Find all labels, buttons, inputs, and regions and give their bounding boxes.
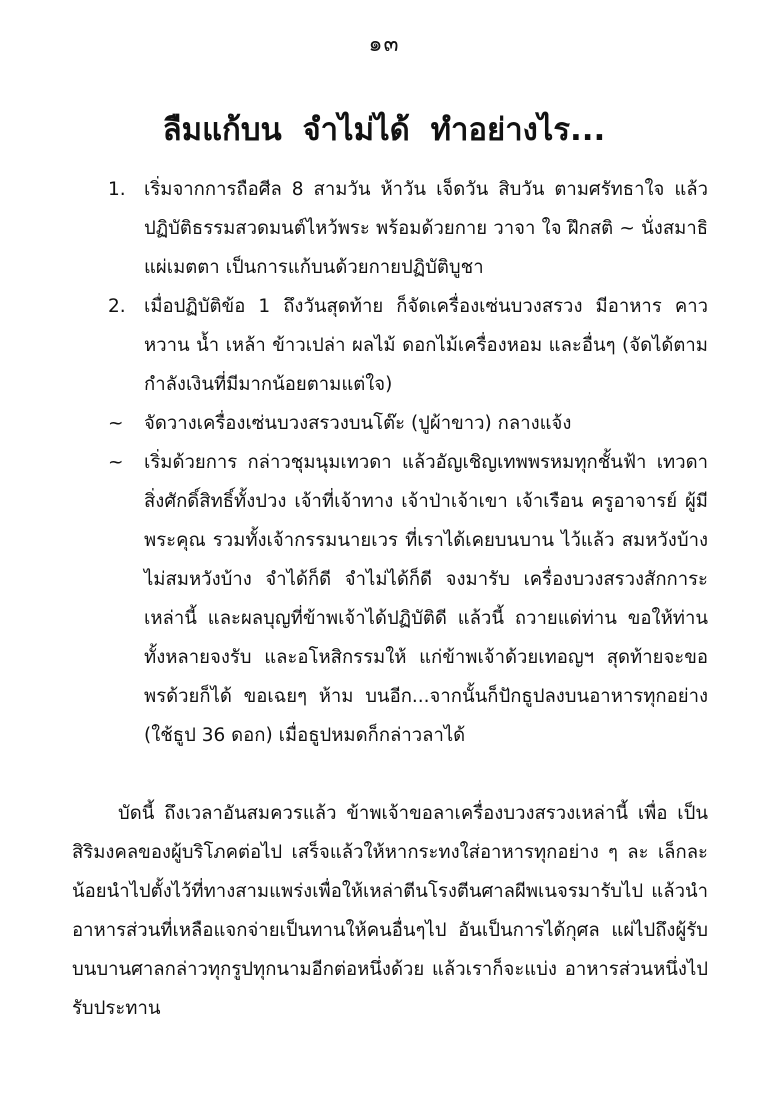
list-item-text: เมื่อปฏิบัติข้อ 1 ถึงวันสุดท้าย ก็จัดเครื่องเซ่นบวงสรวง มีอาหาร คาว หวาน น้ำ เหล้า ข้าวเปล่า ผลไม้ ดอกไม้เครื่องหอม และอื่นๆ (จัดได้ตามกำลังเงินที่มีมากน้อยตามแต่ใจ)	[144, 296, 708, 395]
list-item	[108, 443, 708, 755]
list-marker: ~	[108, 413, 124, 434]
instruction-list	[108, 170, 708, 755]
closing-paragraph: บัดนี้ ถึงเวลาอันสมควรแล้ว ข้าพเจ้าขอลาเครื่องบวงสรวงเหล่านี้ เพื่อ เป็นสิริมงคลของผู้บริโภคต่อไป เสร็จแล้วให้หากระทงใส่อาหารทุกอย่าง ๆ ละ เล็กละน้อยนำไปตั้งไว้ที่ทางสามแพร่งเพื่อให้เหล่าตีนโรงตีนศาลผีพเนจรมารับไป แล้วนำอาหารส่วนที่เหลือแจกจ่ายเป็นทานให้คนอื่นๆไป อันเป็นการได้กุศล แผ่ไปถึงผู้รับบนบานศาลกล่าวทุกรูปทุกนามอีกต่อหนึ่งด้วย แล้วเราก็จะแบ่ง อาหารส่วนหนึ่งไปรับประทาน	[72, 803, 708, 1019]
list-item-text: จัดวางเครื่องเซ่นบวงสรวงบนโต๊ะ (ปูผ้าขาว) กลางแจ้ง	[144, 413, 572, 434]
list-item	[108, 170, 708, 287]
page-title: ลืมแก้บน จำไม่ได้ ทำอย่างไร...	[162, 112, 606, 148]
list-marker: 1.	[108, 179, 126, 200]
list-item-text: เริ่มด้วยการ กล่าวชุมนุมเทวดา แล้วอัญเชิญเทพพรหมทุกชั้นฟ้า เทวดา สิ่งศักดิ์สิทธิ์ทั้งปวง เจ้าที่เจ้าทาง เจ้าป่าเจ้าเขา เจ้าเรือน ครูอาจารย์ ผู้มีพระคุณ รวมทั้งเจ้ากรรมนายเวร ที่เราได้เคยบนบาน ไว้แล้ว สมหวังบ้าง ไม่สมหวังบ้าง จำได้ก็ดี จำไม่ได้ก็ดี จงมารับ เครื่องบวงสรวงสักการะเหล่านี้ และผลบุญที่ข้าพเจ้าได้ปฏิบัติดี แล้วนี้ ถวายแด่ท่าน ขอให้ท่านทั้งหลายจงรับ และอโหสิกรรมให้ แก่ข้าพเจ้าด้วยเทอญฯ สุดท้ายจะขอพรด้วยก็ได้ ขอเฉยๆ ห้าม บนอีก...จากนั้นก็ปักธูปลงบนอาหารทุกอย่าง (ใช้ธูป 36 ดอก) เมื่อธูปหมดก็กล่าวลาได้	[144, 452, 708, 746]
page-number: ๑๓	[368, 32, 400, 57]
list-item	[108, 404, 708, 443]
list-marker: ~	[108, 452, 124, 473]
list-marker: 2.	[108, 296, 126, 317]
list-item-text: เริ่มจากการถือศีล 8 สามวัน ห้าวัน เจ็ดวัน สิบวัน ตามศรัทธาใจ แล้ว ปฏิบัติธรรมสวดมนต์ไหว้พระ พร้อมด้วยกาย วาจา ใจ ฝึกสติ ~ นั่งสมาธิ แผ่เมตตา เป็นการแก้บนด้วยกายปฏิบัติบูชา	[144, 179, 708, 278]
list-item	[108, 287, 708, 404]
